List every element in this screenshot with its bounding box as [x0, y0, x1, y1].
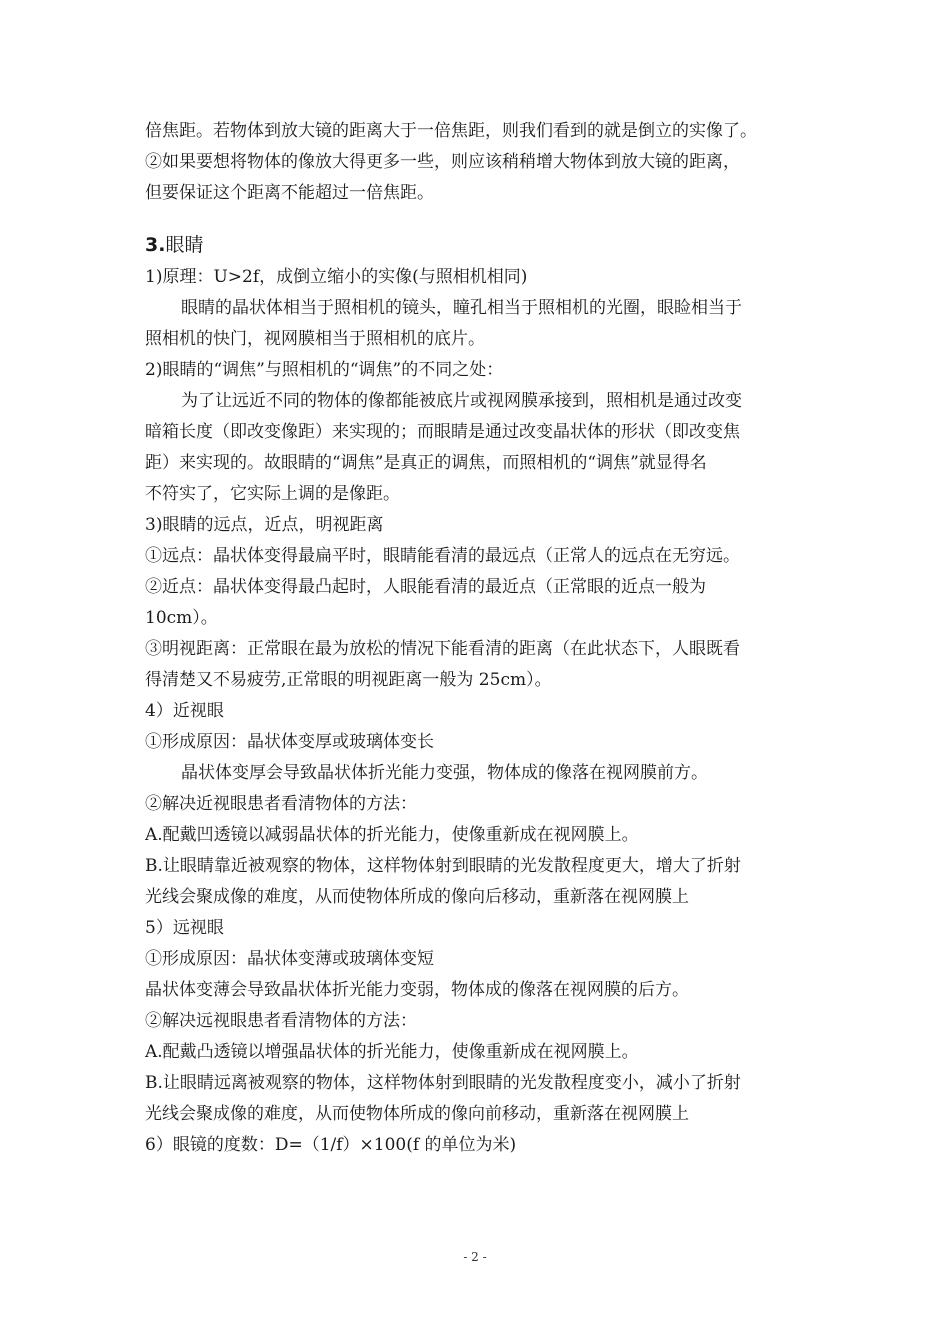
- body-line: 6）眼镜的度数：D=（1/f）×100(f 的单位为米): [145, 1135, 517, 1155]
- body-line: 距）来实现的。故眼睛的“调焦”是真正的调焦，而照相机的“调焦”就显得名: [145, 453, 707, 473]
- body-line: 5）远视眼: [145, 918, 224, 938]
- body-line: A.配戴凸透镜以增强晶状体的折光能力，使像重新成在视网膜上。: [145, 1042, 639, 1062]
- body-line: B.让眼睛靠近被观察的物体，这样物体射到眼睛的光发散程度更大，增大了折射: [145, 856, 741, 876]
- section-body: [145, 262, 815, 1161]
- body-line: 10cm）。: [145, 608, 218, 628]
- section-gap: [145, 209, 815, 228]
- body-line: ①形成原因：晶状体变薄或玻璃体变短: [145, 949, 434, 969]
- body-line: 眼睛的晶状体相当于照相机的镜头，瞳孔相当于照相机的光圈，眼睑相当于: [181, 298, 742, 318]
- body-line: 光线会聚成像的难度，从而使物体所成的像向后移动，重新落在视网膜上: [145, 887, 689, 907]
- body-line: ①远点：晶状体变得最扁平时，眼睛能看清的最远点（正常人的远点在无穷远。: [145, 546, 740, 566]
- document-content: [145, 116, 815, 1161]
- paragraph-line: 但要保证这个距离不能超过一倍焦距。: [145, 183, 434, 203]
- body-line: ①形成原因：晶状体变厚或玻璃体变长: [145, 732, 434, 752]
- section-title: 眼睛: [165, 234, 204, 256]
- body-line: 晶状体变厚会导致晶状体折光能力变强，物体成的像落在视网膜前方。: [181, 763, 708, 783]
- body-line: 为了让远近不同的物体的像都能被底片或视网膜承接到，照相机是通过改变: [181, 391, 742, 411]
- page-number: - 2 -: [463, 1250, 487, 1264]
- body-line: 光线会聚成像的难度，从而使物体所成的像向前移动，重新落在视网膜上: [145, 1104, 689, 1124]
- body-line: 暗箱长度（即改变像距）来实现的；而眼睛是通过改变晶状体的形状（即改变焦: [145, 422, 740, 442]
- body-line: A.配戴凹透镜以减弱晶状体的折光能力，使像重新成在视网膜上。: [145, 825, 639, 845]
- body-line: 4）近视眼: [145, 701, 224, 721]
- body-line: ②解决近视眼患者看清物体的方法：: [145, 794, 417, 814]
- body-line: 照相机的快门，视网膜相当于照相机的底片。: [145, 329, 485, 349]
- body-line: B.让眼睛远离被观察的物体，这样物体射到眼睛的光发散程度变小，减小了折射: [145, 1073, 741, 1093]
- section-heading: [145, 228, 815, 262]
- paragraph-line: 倍焦距。若物体到放大镜的距离大于一倍焦距，则我们看到的就是倒立的实像了。: [145, 121, 757, 141]
- body-line: 晶状体变薄会导致晶状体折光能力变弱，物体成的像落在视网膜的后方。: [145, 980, 689, 1000]
- body-line: 得清楚又不易疲劳,正常眼的明视距离一般为 25cm）。: [145, 670, 552, 690]
- section-number: 3.: [145, 234, 166, 256]
- body-line: 2)眼睛的“调焦”与照相机的“调焦”的不同之处：: [145, 360, 504, 380]
- body-line: ②近点：晶状体变得最凸起时，人眼能看清的最近点（正常眼的近点一般为: [145, 577, 706, 597]
- body-line: ②解决远视眼患者看清物体的方法：: [145, 1011, 417, 1031]
- body-line: 不符实了，它实际上调的是像距。: [145, 484, 400, 504]
- body-line: 3)眼睛的远点，近点，明视距离: [145, 515, 384, 535]
- body-line: ③明视距离：正常眼在最为放松的情况下能看清的距离（在此状态下，人眼既看: [145, 639, 740, 659]
- paragraph-line: ②如果要想将物体的像放大得更多一些，则应该稍稍增大物体到放大镜的距离，: [145, 152, 740, 172]
- body-line: 1)原理：U>2f，成倒立缩小的实像(与照相机相同): [145, 267, 528, 287]
